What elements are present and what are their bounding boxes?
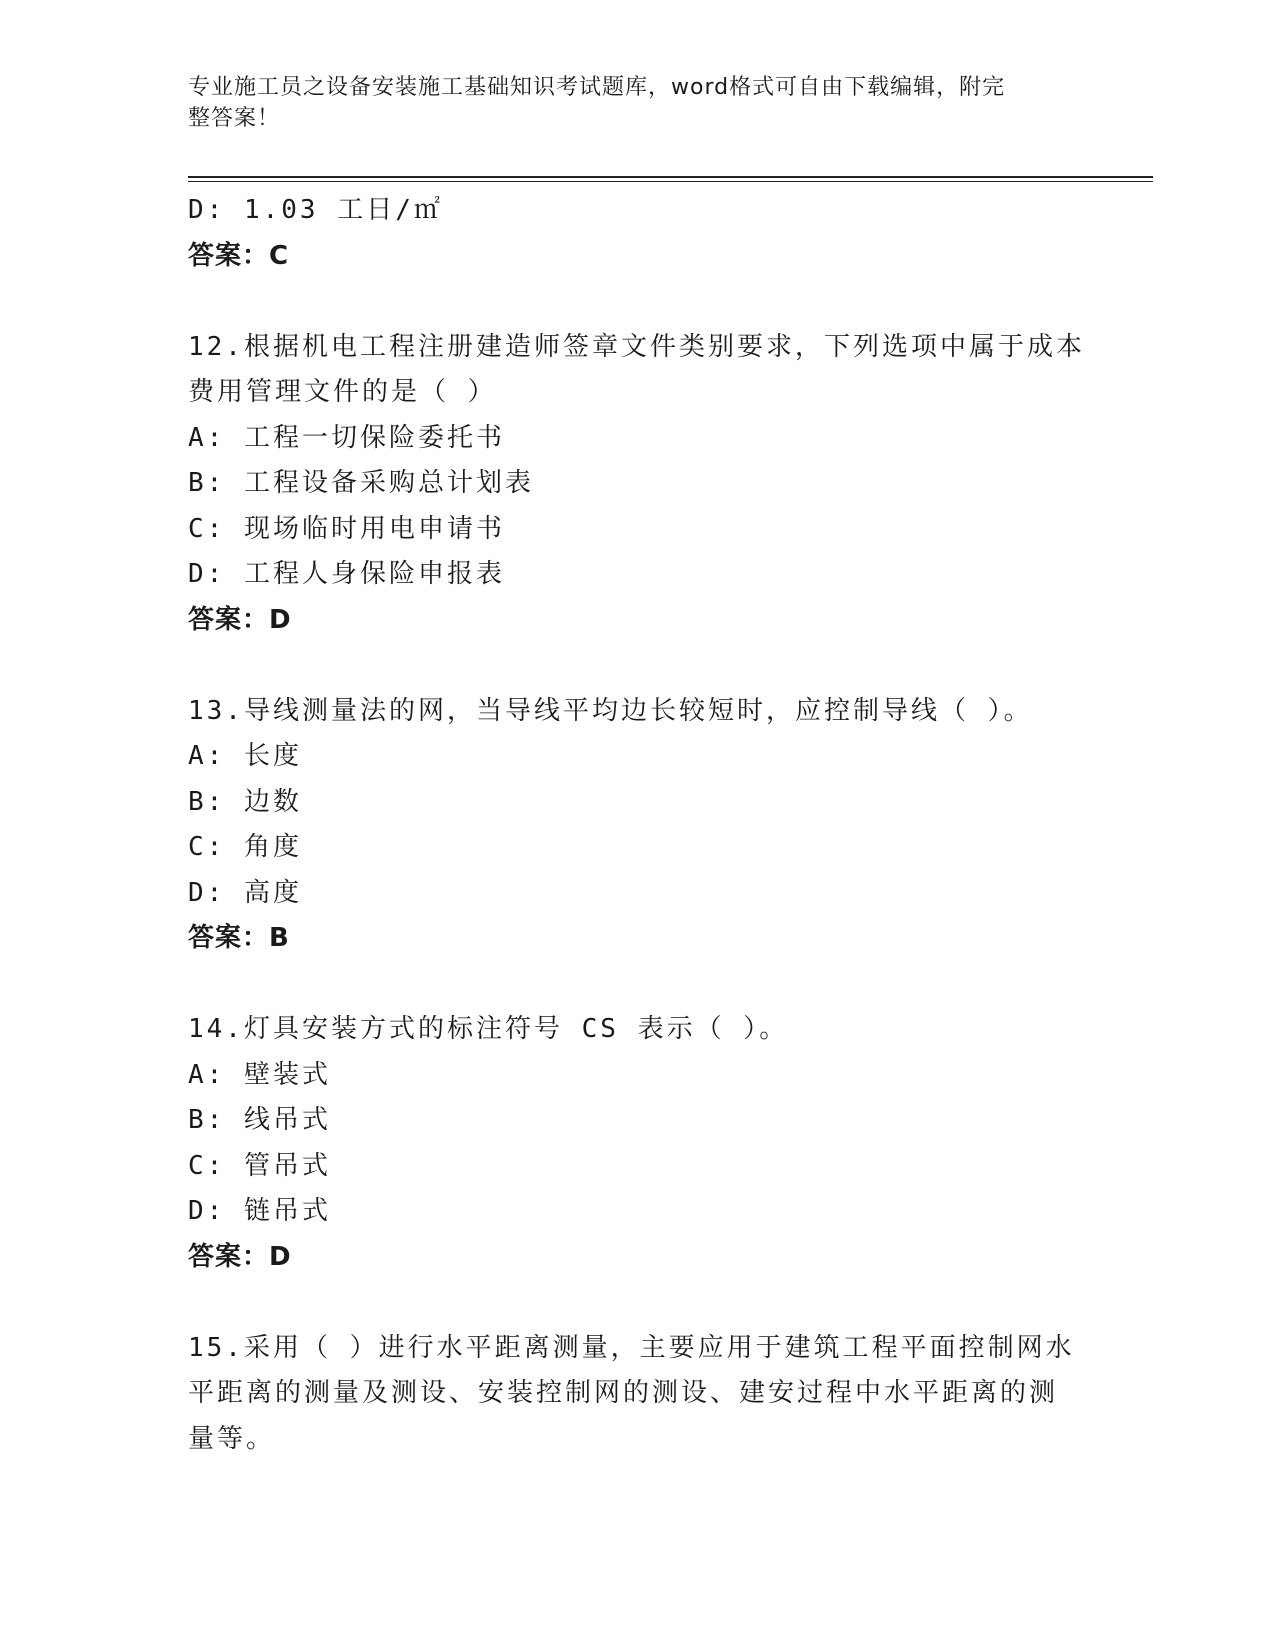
option-d: D: 高度 [188, 877, 302, 908]
option-b: B: 工程设备采购总计划表 [188, 468, 534, 498]
document-body [188, 188, 1088, 1462]
header-rule-thick [188, 176, 1153, 178]
option-b: B: 边数 [188, 786, 302, 817]
spacer [188, 962, 1088, 1008]
question-13 [188, 689, 1088, 962]
header-title-line-1: 专业施工员之设备安装施工基础知识考试题库，word格式可自由下载编辑，附完 [188, 75, 1006, 100]
header-title-line-2: 整答案！ [188, 106, 281, 131]
question-stem-line: 14.灯具安装方式的标注符号 CS 表示（ ）。 [188, 1014, 789, 1044]
prev-answer: 答案：C [188, 240, 290, 271]
option-c: C: 角度 [188, 832, 302, 862]
option-d: D: 链吊式 [188, 1196, 331, 1226]
option-d: D: 工程人身保险申报表 [188, 559, 505, 589]
spacer [188, 643, 1088, 689]
option-c: C: 现场临时用电申请书 [188, 513, 505, 544]
answer: 答案：D [188, 604, 292, 635]
prev-option-d: D: 1.03 工日/㎡ [188, 195, 443, 225]
answer: 答案：D [188, 1241, 292, 1272]
document-header [188, 72, 1068, 134]
option-c: C: 管吊式 [188, 1150, 331, 1181]
option-a: A: 工程一切保险委托书 [188, 422, 505, 453]
question-stem-line: 13.导线测量法的网，当导线平均边长较短时，应控制导线（ ）。 [188, 695, 1033, 726]
option-a: A: 长度 [188, 741, 302, 771]
option-b: B: 线吊式 [188, 1105, 331, 1135]
spacer [188, 1280, 1088, 1326]
header-rule-thin [188, 181, 1153, 182]
question-14 [188, 1007, 1088, 1280]
option-a: A: 壁装式 [188, 1059, 331, 1090]
question-stem-line: 15.采用（ ）进行水平距离测量，主要应用于建筑工程平面控制网水 [188, 1332, 1075, 1363]
question-stem-line: 12.根据机电工程注册建造师签章文件类别要求，下列选项中属于成本 [188, 331, 1085, 362]
answer: 答案：B [188, 923, 290, 953]
question-15 [188, 1326, 1088, 1463]
question-12 [188, 325, 1088, 644]
question-stem-line: 平距离的测量及测设、安装控制网的测设、建安过程中水平距离的测 [188, 1378, 1059, 1408]
question-stem-line: 费用管理文件的是（ ） [188, 377, 497, 407]
question-stem-line: 量等。 [188, 1423, 276, 1454]
spacer [188, 279, 1088, 325]
